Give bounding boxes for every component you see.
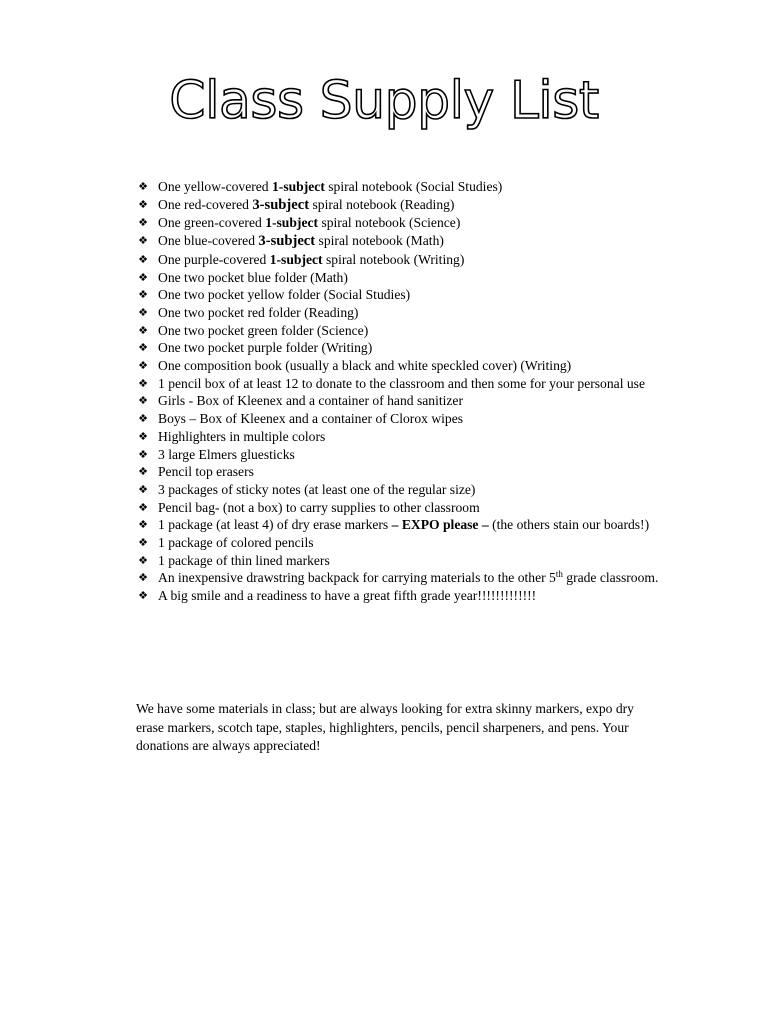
list-item-text: One purple-covered <box>158 251 270 267</box>
four-diamond-bullet-icon: ❖ <box>138 197 148 211</box>
list-item <box>134 232 664 251</box>
list-item-text: One two pocket green folder (Science) <box>158 322 369 338</box>
list-item <box>134 322 664 340</box>
four-diamond-bullet-icon: ❖ <box>138 553 148 567</box>
list-item-text: One composition book (usually a black and white speckled cover) (Writing) <box>158 358 572 374</box>
four-diamond-bullet-icon: ❖ <box>138 394 148 408</box>
list-item <box>134 569 664 587</box>
four-diamond-bullet-icon: ❖ <box>138 589 148 603</box>
list-item-text: 1 package of thin lined markers <box>158 552 330 568</box>
list-item-text: One red-covered <box>158 196 253 212</box>
list-item-text: One blue-covered <box>158 233 259 249</box>
list-item <box>134 552 664 570</box>
list-item-text: th <box>555 569 563 580</box>
list-item <box>134 587 664 605</box>
four-diamond-bullet-icon: ❖ <box>138 465 148 479</box>
list-item-text: spiral notebook (Math) <box>315 233 444 249</box>
list-item <box>134 428 664 446</box>
list-item <box>134 534 664 552</box>
four-diamond-bullet-icon: ❖ <box>138 571 148 585</box>
list-item <box>134 178 664 196</box>
four-diamond-bullet-icon: ❖ <box>138 359 148 373</box>
list-item-text: Girls - Box of Kleenex and a container of hand sanitizer <box>158 393 463 409</box>
list-item-text: One two pocket yellow folder (Social Studies) <box>158 287 411 303</box>
list-item-text: – EXPO please – <box>391 517 489 533</box>
four-diamond-bullet-icon: ❖ <box>138 500 148 514</box>
list-item <box>134 410 664 428</box>
four-diamond-bullet-icon: ❖ <box>138 412 148 426</box>
four-diamond-bullet-icon: ❖ <box>138 447 148 461</box>
list-item <box>134 251 664 269</box>
four-diamond-bullet-icon: ❖ <box>138 288 148 302</box>
four-diamond-bullet-icon: ❖ <box>138 234 148 248</box>
list-item-text: spiral notebook (Science) <box>318 215 461 231</box>
list-item <box>134 516 664 534</box>
four-diamond-bullet-icon: ❖ <box>138 323 148 337</box>
list-item-text: Highlighters in multiple colors <box>158 428 326 444</box>
list-item-text: 3 packages of sticky notes (at least one of the regular size) <box>158 481 476 497</box>
list-item <box>134 463 664 481</box>
list-item-text: 3 large Elmers gluesticks <box>158 446 295 462</box>
four-diamond-bullet-icon: ❖ <box>138 536 148 550</box>
list-item-text: 1 package of colored pencils <box>158 535 314 551</box>
list-item <box>134 304 664 322</box>
list-item-text: 1-subject <box>272 179 325 194</box>
four-diamond-bullet-icon: ❖ <box>138 270 148 284</box>
four-diamond-bullet-icon: ❖ <box>138 429 148 443</box>
list-item-text: Pencil bag- (not a box) to carry supplies to other classroom <box>158 499 480 515</box>
list-item <box>134 339 664 357</box>
four-diamond-bullet-icon: ❖ <box>138 216 148 230</box>
list-item-text: A big smile and a readiness to have a great fifth grade year!!!!!!!!!!!!! <box>158 588 537 604</box>
list-item-text: 1-subject <box>269 251 323 267</box>
page-title: Class Supply List <box>169 71 599 131</box>
list-item <box>134 481 664 499</box>
list-item-text: Pencil top erasers <box>158 464 254 480</box>
list-item-text: 1 pencil box of at least 12 to donate to the classroom and then some for your personal use <box>158 375 645 391</box>
supply-list <box>134 178 664 605</box>
list-item-text: spiral notebook (Writing) <box>322 251 465 267</box>
list-item-text: (the others stain our boards!) <box>488 517 650 533</box>
four-diamond-bullet-icon: ❖ <box>138 305 148 319</box>
list-item-text: One two pocket red folder (Reading) <box>158 304 359 320</box>
list-item <box>134 446 664 464</box>
list-item <box>134 269 664 287</box>
list-item <box>134 214 664 232</box>
four-diamond-bullet-icon: ❖ <box>138 252 148 266</box>
four-diamond-bullet-icon: ❖ <box>138 341 148 355</box>
list-item-text: Boys – Box of Kleenex and a container of Clorox wipes <box>158 411 464 427</box>
list-item-text: spiral notebook (Social Studies) <box>324 179 503 194</box>
list-item <box>134 392 664 410</box>
list-item-text: 3-subject <box>258 233 316 250</box>
list-item-text: One two pocket purple folder (Writing) <box>158 340 373 356</box>
four-diamond-bullet-icon: ❖ <box>138 482 148 496</box>
list-item-text: One green-covered <box>158 215 266 231</box>
four-diamond-bullet-icon: ❖ <box>138 376 148 390</box>
list-item-text: 3-subject <box>252 196 310 213</box>
list-item <box>134 196 664 215</box>
donation-note: We have some materials in class; but are always looking for extra skinny markers, expo dry erase markers, scotch tape, staples, highlighters, pencils, pencil sharpeners, and pens. Your donations are always appreciated! <box>136 701 634 754</box>
list-item-text: An inexpensive drawstring backpack for carrying materials to the other 5 <box>158 570 556 586</box>
list-item <box>134 286 664 304</box>
four-diamond-bullet-icon: ❖ <box>138 518 148 532</box>
list-item-text: 1-subject <box>265 215 319 231</box>
list-item-text: One yellow-covered <box>158 179 272 194</box>
list-item-text: grade classroom. <box>562 570 659 586</box>
four-diamond-bullet-icon: ❖ <box>138 180 148 193</box>
list-item <box>134 357 664 375</box>
list-item <box>134 499 664 517</box>
list-item-text: 1 package (at least 4) of dry erase markers <box>158 517 392 533</box>
list-item <box>134 375 664 393</box>
list-item-text: spiral notebook (Reading) <box>309 196 455 212</box>
list-item-text: One two pocket blue folder (Math) <box>158 269 348 285</box>
